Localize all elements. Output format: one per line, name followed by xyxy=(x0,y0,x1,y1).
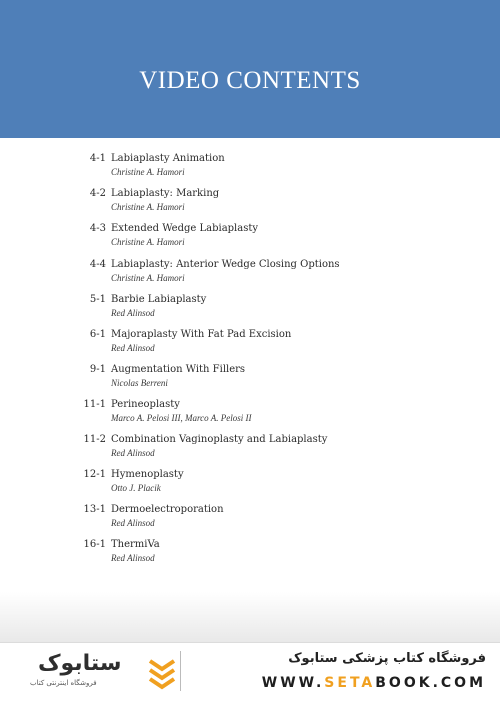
entry-author: Red Alinsod xyxy=(111,308,155,318)
entry-title[interactable]: Labiaplasty Animation xyxy=(111,153,225,164)
book-stack-icon xyxy=(148,655,176,691)
entry-author: Otto J. Placik xyxy=(111,483,161,493)
toc-entry[interactable] xyxy=(0,222,500,252)
entry-author: Christine A. Hamori xyxy=(111,167,185,177)
url-part-accent: SETA xyxy=(324,675,376,691)
logo-text: ستابوک xyxy=(38,651,122,676)
entry-number: 4-2 xyxy=(89,188,106,199)
entry-number: 12-1 xyxy=(83,469,106,480)
toc-entry[interactable] xyxy=(0,503,500,533)
toc-entry[interactable] xyxy=(0,398,500,428)
page-title: VIDEO CONTENTS xyxy=(139,67,361,94)
entry-number: 4-1 xyxy=(89,153,106,164)
page-bottom-shadow xyxy=(0,592,500,642)
entry-author: Christine A. Hamori xyxy=(111,237,185,247)
entry-title[interactable]: Combination Vaginoplasty and Labiaplasty xyxy=(111,434,328,445)
entry-author: Marco A. Pelosi III, Marco A. Pelosi II xyxy=(111,413,252,423)
entry-number: 13-1 xyxy=(83,504,106,515)
entry-author: Christine A. Hamori xyxy=(111,273,185,283)
entry-title[interactable]: Extended Wedge Labiaplasty xyxy=(111,223,259,234)
toc-entry[interactable] xyxy=(0,538,500,568)
toc-entry[interactable] xyxy=(0,293,500,323)
entry-number: 11-2 xyxy=(83,434,106,445)
entry-author: Red Alinsod xyxy=(111,553,155,563)
entry-author: Red Alinsod xyxy=(111,518,155,528)
setabook-logo[interactable] xyxy=(10,651,170,695)
toc-entry[interactable] xyxy=(0,187,500,217)
toc-entry[interactable] xyxy=(0,433,500,463)
toc-entry[interactable] xyxy=(0,363,500,393)
entry-title[interactable]: Labiaplasty: Anterior Wedge Closing Options xyxy=(111,259,340,270)
footer-banner xyxy=(0,642,500,701)
entry-number: 4-3 xyxy=(89,223,106,234)
toc-entry[interactable] xyxy=(0,258,500,288)
entry-title[interactable]: Barbie Labiaplasty xyxy=(111,294,207,305)
entry-title[interactable]: Dermoelectroporation xyxy=(111,504,224,515)
toc-entry[interactable] xyxy=(0,468,500,498)
entry-title[interactable]: Hymenoplasty xyxy=(111,469,184,480)
entry-number: 11-1 xyxy=(83,399,106,410)
entry-number: 16-1 xyxy=(83,539,106,550)
toc-entry[interactable] xyxy=(0,328,500,358)
entry-number: 6-1 xyxy=(89,329,106,340)
store-url-link[interactable] xyxy=(262,675,486,691)
store-name: فروشگاه کتاب پزشکی ستابوک xyxy=(288,651,486,666)
url-part-prefix: WWW. xyxy=(261,675,325,691)
entry-author: Red Alinsod xyxy=(111,343,155,353)
header-band xyxy=(0,0,500,138)
entry-author: Christine A. Hamori xyxy=(111,202,185,212)
entry-title[interactable]: Augmentation With Fillers xyxy=(111,364,246,375)
entry-number: 5-1 xyxy=(89,294,106,305)
toc-entry[interactable] xyxy=(0,152,500,182)
entry-number: 9-1 xyxy=(89,364,106,375)
logo-subtitle: فروشگاه اینترنتی کتاب xyxy=(30,679,97,687)
footer-divider xyxy=(180,651,181,691)
entry-title[interactable]: Labiaplasty: Marking xyxy=(111,188,220,199)
entry-title[interactable]: Perineoplasty xyxy=(111,399,180,410)
entry-number: 4-4 xyxy=(89,259,106,270)
entry-author: Red Alinsod xyxy=(111,448,155,458)
entry-author: Nicolas Berreni xyxy=(111,378,168,388)
url-part-suffix: BOOK.COM xyxy=(375,675,486,691)
entry-title[interactable]: Majoraplasty With Fat Pad Excision xyxy=(111,329,292,340)
entry-title[interactable]: ThermiVa xyxy=(111,539,160,550)
